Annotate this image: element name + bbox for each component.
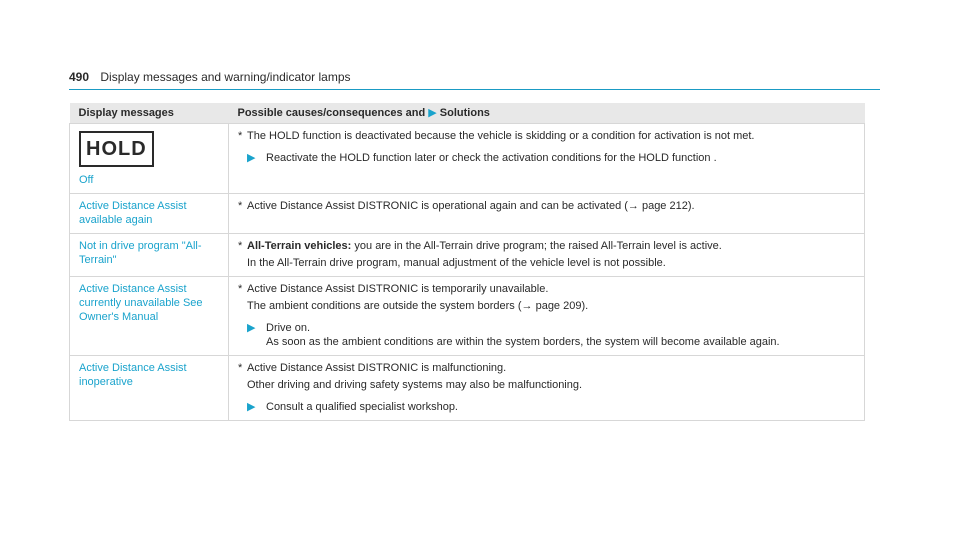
- col-display-messages: Display messages: [70, 103, 229, 124]
- cause-text: Active Distance Assist DISTRONIC is malfunctioning.: [247, 362, 507, 374]
- detail-text: Other driving and driving safety systems may also be malfunctioning.: [247, 379, 583, 391]
- detail-text: In the All-Terrain drive program, manual adjustment of the vehicle level is not possible.: [247, 257, 666, 269]
- messages-table: [69, 103, 865, 421]
- action-text: Consult a qualified specialist workshop.: [266, 401, 458, 413]
- table-row: [70, 277, 865, 356]
- message-text: Active Distance Assist currently unavailable See Owner's Manual: [79, 283, 203, 323]
- message-cell: [70, 356, 229, 421]
- page-number: 490: [69, 70, 90, 84]
- page-title: Display messages and warning/indicator lamps: [100, 70, 351, 84]
- table-row: [70, 356, 865, 421]
- asterisk-bullet: *: [238, 362, 243, 374]
- cause-cell: [229, 234, 865, 277]
- message-cell: [70, 234, 229, 277]
- message-text: Off: [79, 174, 94, 186]
- cause-cell: [229, 194, 865, 234]
- detail-text: The ambient conditions are outside the system borders (→ page 209).: [247, 300, 589, 312]
- cause-cell: [229, 124, 865, 194]
- page-header: [69, 70, 880, 90]
- play-arrow-icon: ▶: [247, 401, 256, 413]
- message-text: Active Distance Assist inoperative: [79, 362, 187, 388]
- table-row: [70, 234, 865, 277]
- hold-icon: HOLD: [79, 131, 154, 167]
- message-cell: [70, 277, 229, 356]
- action-text: Reactivate the HOLD function later or check the activation conditions for the HOLD function .: [266, 152, 717, 164]
- cause-text: Active Distance Assist DISTRONIC is operational again and can be activated (→ page 212).: [247, 200, 695, 212]
- message-cell: [70, 124, 229, 194]
- table-row: [70, 124, 865, 194]
- play-arrow-icon: ▶: [428, 107, 437, 119]
- asterisk-bullet: *: [238, 283, 243, 295]
- asterisk-bullet: *: [238, 130, 243, 142]
- table-header-row: [70, 103, 865, 124]
- message-cell: [70, 194, 229, 234]
- cause-cell: [229, 356, 865, 421]
- message-text: Not in drive program "All-Terrain": [79, 240, 202, 266]
- col-causes-solutions: Possible causes/consequences and ▶ Solutions: [229, 103, 865, 124]
- action-detail-text: As soon as the ambient conditions are within the system borders, the system will become available again.: [266, 336, 780, 348]
- cause-text: The HOLD function is deactivated because the vehicle is skidding or a condition for activation is not met.: [247, 130, 755, 142]
- play-arrow-icon: ▶: [247, 152, 256, 164]
- play-arrow-icon: ▶: [247, 322, 256, 334]
- message-text: Active Distance Assist available again: [79, 200, 187, 226]
- cause-text: Active Distance Assist DISTRONIC is temporarily unavailable.: [247, 283, 549, 295]
- cause-text: you are in the All-Terrain drive program; the raised All-Terrain level is active.: [351, 240, 722, 252]
- asterisk-bullet: *: [238, 200, 243, 212]
- action-text: Drive on.: [266, 322, 311, 334]
- asterisk-bullet: *: [238, 240, 243, 252]
- cause-bold: All-Terrain vehicles:: [247, 240, 352, 252]
- table-row: [70, 194, 865, 234]
- cause-cell: [229, 277, 865, 356]
